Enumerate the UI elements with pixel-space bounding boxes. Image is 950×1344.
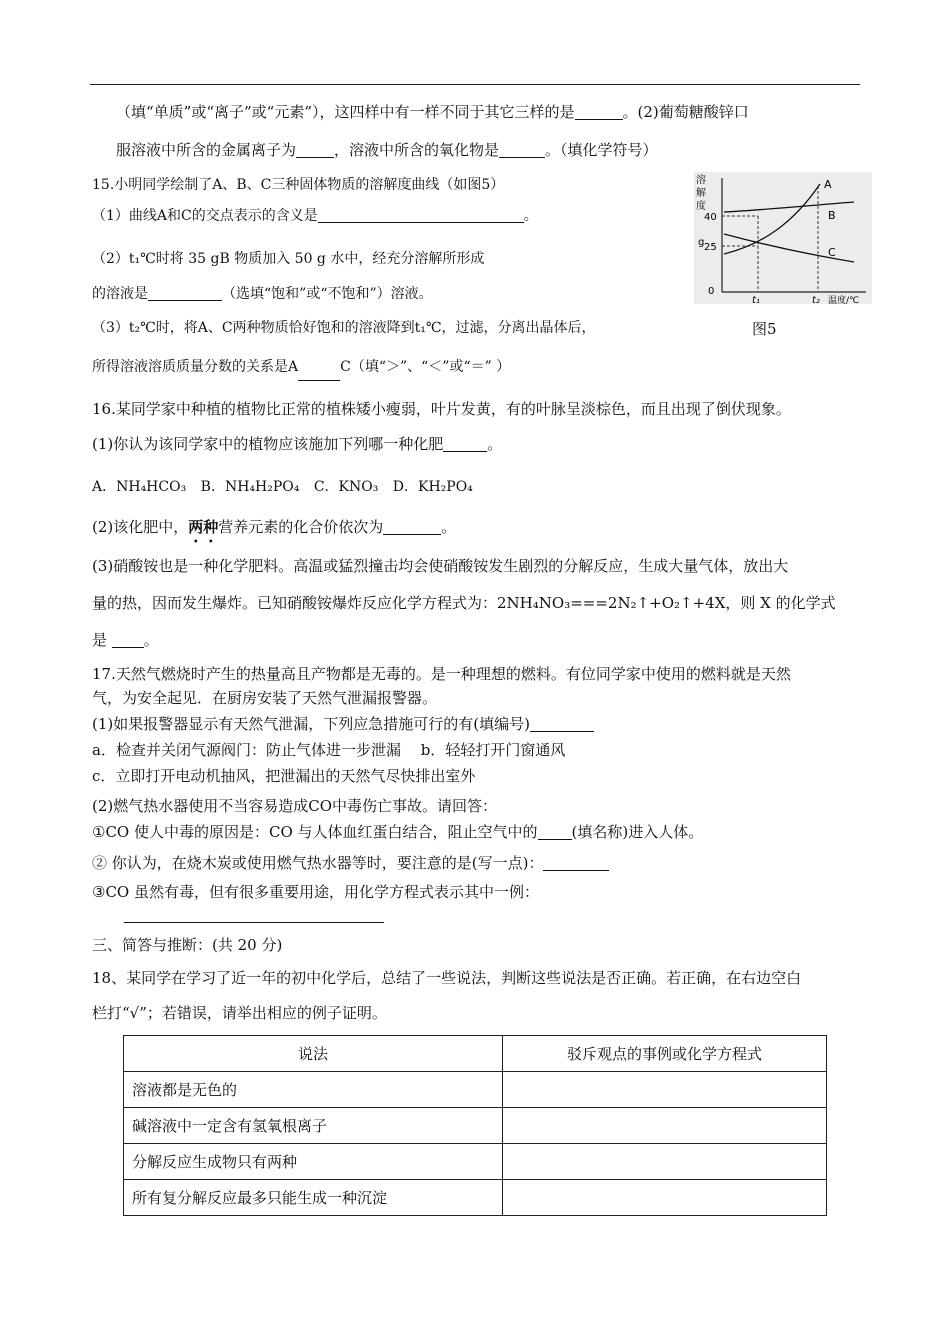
curve-label-b: B: [828, 209, 836, 222]
q17-options-ab: a．检查并关闭气源阀门：防止气体进一步泄漏 b．轻轻打开门窗通风: [92, 741, 566, 759]
table-header: 驳斥观点的事例或化学方程式: [503, 1036, 827, 1072]
q17-part1: (1)如果报警器显示有天然气泄漏，下列应急措施可行的有(填编号): [92, 714, 594, 734]
q18-line-1: 18、某同学在学习了近一年的初中化学后，总结了一些说法，判断这些说法是否正确。若正确，在右边空白: [92, 969, 802, 987]
origin-label: 0: [708, 286, 715, 297]
curve-label-c: C: [828, 246, 836, 259]
answer-blank[interactable]: [575, 103, 623, 120]
table-header: 说法: [124, 1036, 503, 1072]
q15-part1: （1）曲线A和C的交点表示的含义是 。: [92, 208, 538, 224]
q16-part3-l3: 是 。: [92, 631, 159, 649]
header-rule: [90, 84, 860, 85]
q14-line-2: 服溶液中所含的金属离子为 ，溶液中所含的氧化物是 。（填化学符号）: [116, 141, 658, 159]
q15-title: 15.小明同学绘制了A、B、C三种固体物质的溶解度曲线（如图5）: [92, 177, 505, 193]
q16-part3-l2: 量的热，因而发生爆炸。已知硝酸铵爆炸反应化学方程式为：2NH₄NO₃===2N₂↑+O₂↑+4X，则 X 的化学式: [92, 594, 836, 612]
answer-line[interactable]: [124, 922, 384, 923]
table-row: [124, 1180, 827, 1216]
statement-cell: 所有复分解反应最多只能生成一种沉淀: [124, 1180, 503, 1216]
table-row: [124, 1072, 827, 1108]
option-b[interactable]: B．NH₄H₂PO₄: [200, 479, 300, 495]
answer-cell[interactable]: [503, 1144, 827, 1180]
q15-part2: （2）t₁℃时将 35 gB 物质加入 50 g 水中，经充分溶解所形成: [92, 251, 485, 267]
statement-cell: 分解反应生成物只有两种: [124, 1144, 503, 1180]
q16-title: 16.某同学家中种植的植物比正常的植株矮小瘦弱，叶片发黄，有的叶脉呈淡棕色，而且出现了倒伏现象。: [92, 400, 791, 418]
solubility-chart: [694, 172, 872, 304]
answer-blank[interactable]: [443, 435, 487, 452]
q16-part1: (1)你认为该同学家中的植物应该施加下列哪一种化肥 。: [92, 435, 503, 453]
answer-blank[interactable]: [112, 631, 144, 648]
answer-blank[interactable]: [543, 854, 609, 871]
answer-blank[interactable]: [538, 823, 572, 840]
q15-part3: （3）t₂℃时，将A、C两种物质恰好饱和的溶液降到t₁℃，过滤，分离出晶体后，: [92, 320, 596, 336]
answer-blank[interactable]: [383, 518, 441, 535]
q18-line-2: 栏打“√”；若错误，请举出相应的例子证明。: [92, 1004, 387, 1022]
option-d[interactable]: D．KH₂PO₄: [392, 479, 473, 495]
q16-options: [92, 477, 473, 497]
option-a[interactable]: A．NH₄HCO₃: [92, 479, 187, 495]
solubility-figure: [694, 172, 872, 304]
answer-blank[interactable]: [296, 141, 334, 158]
q17-line-1: 17.天然气燃烧时产生的热量高且产物都是无毒的。是一种理想的燃料。有位同学家中使用的燃料就是天然: [92, 665, 791, 683]
y-tick-25: 25: [704, 242, 717, 253]
table-header-row: [124, 1036, 827, 1072]
table-row: [124, 1108, 827, 1144]
q16-part2: (2)该化肥中，两种营养元素的化合价依次为 。: [92, 518, 457, 536]
x-tick-t2: t₂: [812, 295, 820, 304]
ylabel-char: 解: [696, 188, 706, 199]
q17-part2-1: ①CO 使人中毒的原因是：CO 与人体血红蛋白结合，阻止空气中的 (填名称)进入人体。: [92, 823, 704, 841]
section-3-title: 三、简答与推断：(共 20 分): [92, 936, 283, 954]
answer-blank[interactable]: [318, 206, 524, 223]
statement-cell: 溶液都是无色的: [124, 1072, 503, 1108]
q17-part2: (2)燃气热水器使用不当容易造成CO中毒伤亡事故。请回答：: [92, 797, 498, 815]
q15-part3-cont: 所得溶液溶质质量分数的关系是A C（填“＞”、“＜”或“＝” ）: [92, 357, 510, 381]
x-axis-label: 温度/℃: [828, 296, 860, 304]
answer-blank[interactable]: [530, 715, 594, 732]
x-tick-t1: t₁: [752, 295, 760, 304]
answer-blank[interactable]: [499, 141, 545, 158]
q17-part2-2: ② 你认为，在烧木炭或使用燃气热水器等时，要注意的是(写一点)：: [92, 853, 609, 873]
q17-part2-3: ③CO 虽然有毒，但有很多重要用途，用化学方程式表示其中一例：: [92, 883, 539, 901]
table-row: [124, 1144, 827, 1180]
q17-line-2: 气，为安全起见．在厨房安装了天然气泄漏报警器。: [92, 689, 438, 707]
y-unit: g: [698, 237, 705, 248]
q16-part3-l1: (3)硝酸铵也是一种化学肥料。高温或猛烈撞击均会使硝酸铵发生剧烈的分解反应，生成大量气体，放出大: [92, 557, 789, 575]
q15-part2-cont: 的溶液是 （选填“饱和”或“不饱和”）溶液。: [92, 286, 433, 302]
curve-a: [724, 184, 820, 254]
option-c[interactable]: C．KNO₃: [313, 479, 379, 495]
q18-table: [123, 1035, 827, 1216]
statement-cell: 碱溶液中一定含有氢氧根离子: [124, 1108, 503, 1144]
q14-line-1: （填“单质”或“离子”或“元素”），这四样中有一样不同于其它三样的是 。(2)葡萄糖酸锌口: [116, 103, 749, 121]
emphasis-text: 两种: [188, 518, 219, 536]
q17-option-c: c．立即打开电动机抽风，把泄漏出的天然气尽快排出室外: [92, 767, 476, 785]
answer-blank[interactable]: [148, 284, 222, 301]
y-tick-40: 40: [704, 212, 717, 223]
answer-cell[interactable]: [503, 1072, 827, 1108]
ylabel-char: 度: [696, 201, 706, 212]
ylabel-char: 溶: [696, 175, 706, 186]
answer-cell[interactable]: [503, 1180, 827, 1216]
curve-label-a: A: [824, 178, 832, 191]
answer-cell[interactable]: [503, 1108, 827, 1144]
answer-blank[interactable]: [298, 360, 340, 381]
figure-caption: 图5: [752, 320, 777, 338]
